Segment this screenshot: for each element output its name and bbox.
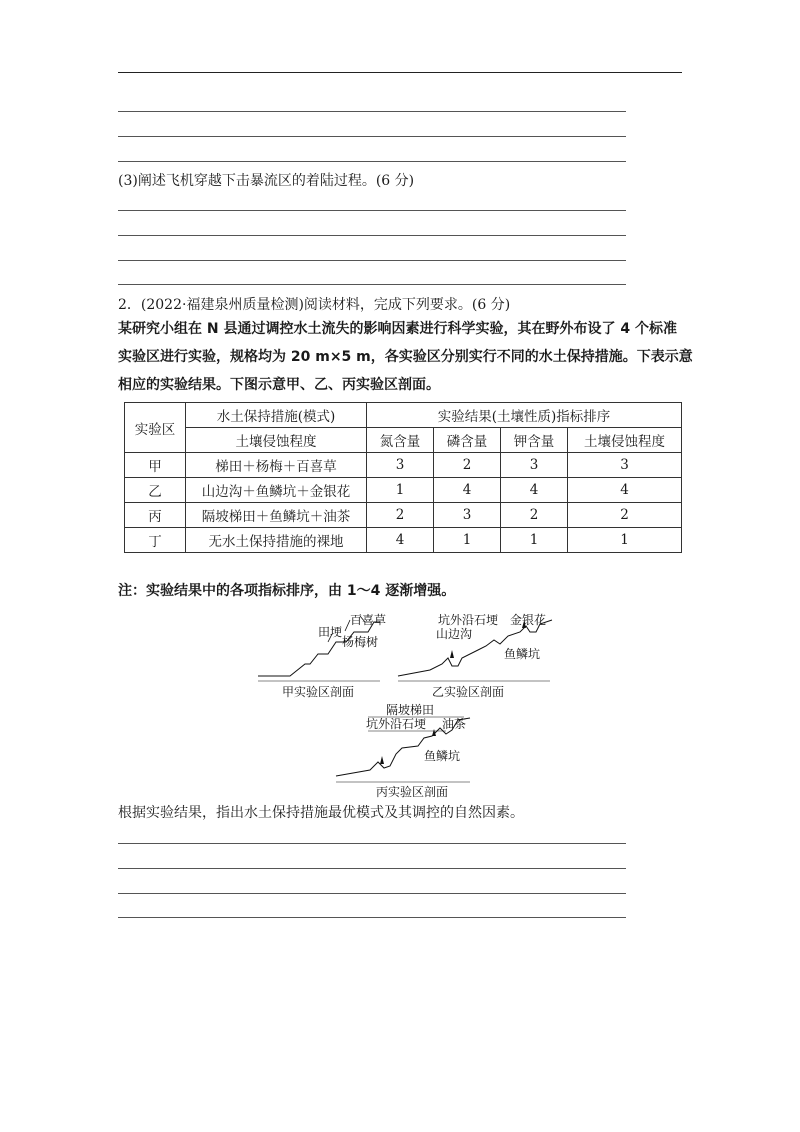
header-result: 实验结果(土壤性质)指标排序: [367, 403, 682, 428]
col-header: 磷含量: [434, 428, 501, 453]
question-2-prompt: 根据实验结果，指出水土保持措施最优模式及其调控的自然因素。: [118, 805, 524, 821]
header-rule: [118, 72, 682, 73]
question-3: (3)阐述飞机穿越下击暴流区的着陆过程。(6 分): [118, 173, 415, 189]
answer-line: [118, 210, 626, 211]
answer-line: [118, 893, 626, 894]
cell-zone: 甲: [125, 453, 186, 478]
header-measure: 水土保持措施(模式): [186, 403, 367, 428]
col-header: 氮含量: [367, 428, 434, 453]
cell-value: 3: [568, 453, 682, 478]
yi-label-stone-ridge: 坑外沿石埂: [438, 613, 499, 627]
cell-measure: 山边沟＋鱼鳞坑＋金银花: [186, 478, 367, 503]
answer-line: [118, 111, 626, 112]
table-row: [125, 453, 682, 478]
jia-label-tree: 杨梅树: [342, 635, 379, 649]
bing-caption: 丙实验区剖面: [376, 785, 449, 799]
cell-value: 1: [434, 528, 501, 553]
answer-line: [118, 284, 626, 285]
cell-value: 2: [434, 453, 501, 478]
table-note: 注：实验结果中的各项指标排序，由 1～4 逐渐增强。: [118, 583, 456, 599]
header-erosion-sub: 土壤侵蚀程度: [186, 428, 367, 453]
jia-caption: 甲实验区剖面: [282, 685, 355, 699]
cell-value: 3: [367, 453, 434, 478]
cell-zone: 乙: [125, 478, 186, 503]
col-header: 土壤侵蚀程度: [568, 428, 682, 453]
material-line-3: 相应的实验结果。下图示意甲、乙、丙实验区剖面。: [118, 377, 440, 393]
jia-label-grass: 百喜草: [350, 613, 387, 627]
answer-line: [118, 843, 626, 844]
yi-caption: 乙实验区剖面: [432, 685, 505, 699]
table-row: [125, 503, 682, 528]
table-row: [125, 528, 682, 553]
col-header: 钾含量: [501, 428, 568, 453]
yi-label-fish-scale-pit: 鱼鳞坑: [504, 647, 541, 661]
bing-label-oil-tea: 油茶: [442, 717, 467, 731]
material-line-1: 某研究小组在 N 县通过调控水土流失的影响因素进行科学实验，其在野外布设了 4 个标准: [118, 321, 677, 337]
question-2-header: 2．(2022·福建泉州质量检测)阅读材料，完成下列要求。(6 分): [118, 297, 511, 313]
yi-label-honeysuckle: 金银花: [510, 613, 547, 627]
cell-value: 4: [367, 528, 434, 553]
yi-label-hillside-ditch: 山边沟: [436, 627, 473, 641]
answer-line: [118, 917, 626, 918]
jia-label-ridge: 田埂: [318, 625, 343, 639]
answer-line: [118, 136, 626, 137]
profile-figure: [250, 606, 590, 802]
cell-value: 3: [434, 503, 501, 528]
bing-label-terrace: 隔坡梯田: [386, 703, 435, 717]
answer-line: [118, 235, 626, 236]
cell-value: 1: [367, 478, 434, 503]
cell-measure: 无水土保持措施的裸地: [186, 528, 367, 553]
jia-profile-diagram: [258, 612, 386, 699]
cell-value: 3: [501, 453, 568, 478]
cell-value: 2: [501, 503, 568, 528]
bing-label-stone-ridge: 坑外沿石埂: [366, 717, 427, 731]
bing-profile-diagram: [336, 702, 470, 799]
answer-line: [118, 161, 626, 162]
cell-zone: 丙: [125, 503, 186, 528]
yi-profile-diagram: [398, 612, 552, 699]
cell-value: 1: [501, 528, 568, 553]
bing-label-fish-scale-pit: 鱼鳞坑: [424, 749, 461, 763]
cell-value: 1: [568, 528, 682, 553]
cell-value: 2: [367, 503, 434, 528]
answer-line: [118, 868, 626, 869]
material-line-2: 实验区进行实验，规格均为 20 m×5 m，各实验区分别实行不同的水土保持措施。下表示意: [118, 349, 693, 365]
experiment-table: [124, 402, 682, 553]
header-zone: 实验区: [125, 403, 186, 453]
cell-value: 2: [568, 503, 682, 528]
answer-line: [118, 260, 626, 261]
cell-value: 4: [568, 478, 682, 503]
cell-value: 4: [434, 478, 501, 503]
cell-zone: 丁: [125, 528, 186, 553]
table-row: [125, 478, 682, 503]
cell-measure: 梯田＋杨梅＋百喜草: [186, 453, 367, 478]
cell-value: 4: [501, 478, 568, 503]
cell-measure: 隔坡梯田＋鱼鳞坑＋油茶: [186, 503, 367, 528]
